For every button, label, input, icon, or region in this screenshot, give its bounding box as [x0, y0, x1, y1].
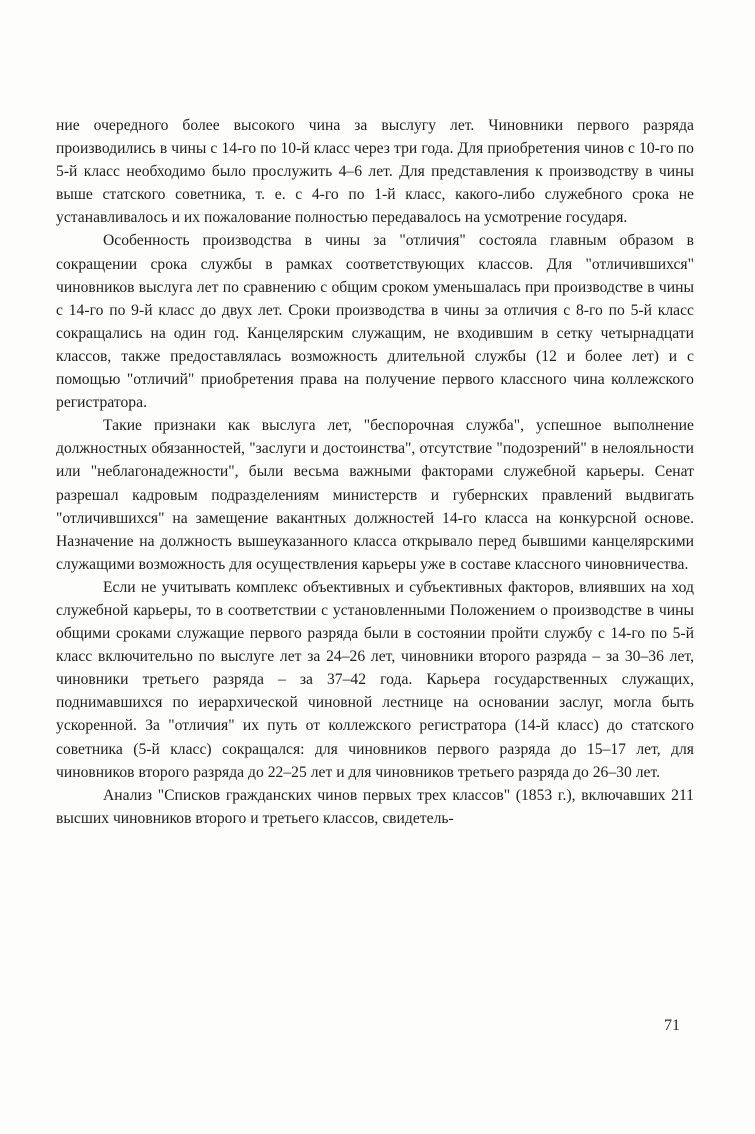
paragraph-3: Такие признаки как выслуга лет, "беспорочная служба", успешное выполнение должностных обязанностей, "заслуги и достоинства", отсутствие "подозрений" в нелояльности или "неблагонадежности", были весьма важными факторами служебной карьеры. Сенат разрешал кадровым подразделениям министерств и губернских правлений выдвигать "отличившихся" на замещение вакантных должностей 14-го класса на конкурсной основе. Назначение на должность вышеуказанного класса открывало перед бывшими канцелярскими служащими возможность для осуществления карьеры уже в составе классного чиновничества.: [56, 417, 694, 573]
page-number: 71: [664, 1017, 680, 1034]
paragraph-2: Особенность производства в чины за "отличия" состояла главным образом в сокращении срока службы в рамках соответствующих классов. Для "отличившихся" чиновников выслуга лет по сравнению с общим сроком уменьшалась при производстве в чины с 14-го по 9-й класс до двух лет. Сроки производства в чины за отличия с 8-го по 5-й класс сокращались на один год. Канцелярским служащим, не входившим в сетку четырнадцати классов, также предоставлялась возможность длительной службы (12 и более лет) и с помощью "отличий" приобретения права на получение первого классного чина коллежского регистратора.: [56, 232, 694, 412]
paragraph-1: ние очередного более высокого чина за выслугу лет. Чиновники первого разряда производились в чины с 14-го по 10-й класс через три года. Для приобретения чинов с 10-го по 5-й класс необходимо было прослужить 4–6 лет. Для представления к производству в чины выше статского советника, т. е. с 4-го по 1-й класс, какого-либо служебного срока не устанавливалось и их пожалование полностью передавалось на усмотрение государя.: [56, 117, 694, 227]
paragraph-5: Анализ "Списков гражданских чинов первых трех классов" (1853 г.), включавших 211 высших чиновников второго и третьего классов, свидетель-: [56, 786, 694, 827]
paragraph-4: Если не учитывать комплекс объективных и субъективных факторов, влиявших на ход служебной карьеры, то в соответствии с установленными Положением о производстве в чины общими сроками служащие первого разряда были в состоянии пройти службу с 14-го по 5-й класс включительно по выслуге лет за 24–26 лет, чиновники второго разряда – за 30–36 лет, чиновники третьего разряда – за 37–42 года. Карьера государственных служащих, поднимавшихся по иерархической чиновной лестнице на основании заслуг, могла быть ускоренной. За "отличия" их путь от коллежского регистратора (14-й класс) до статского советника (5-й класс) сокращался: для чиновников первого разряда до 15–17 лет, для чиновников второго разряда до 22–25 лет и для чиновников третьего разряда до 26–30 лет.: [56, 578, 694, 781]
body-text: [56, 114, 694, 830]
